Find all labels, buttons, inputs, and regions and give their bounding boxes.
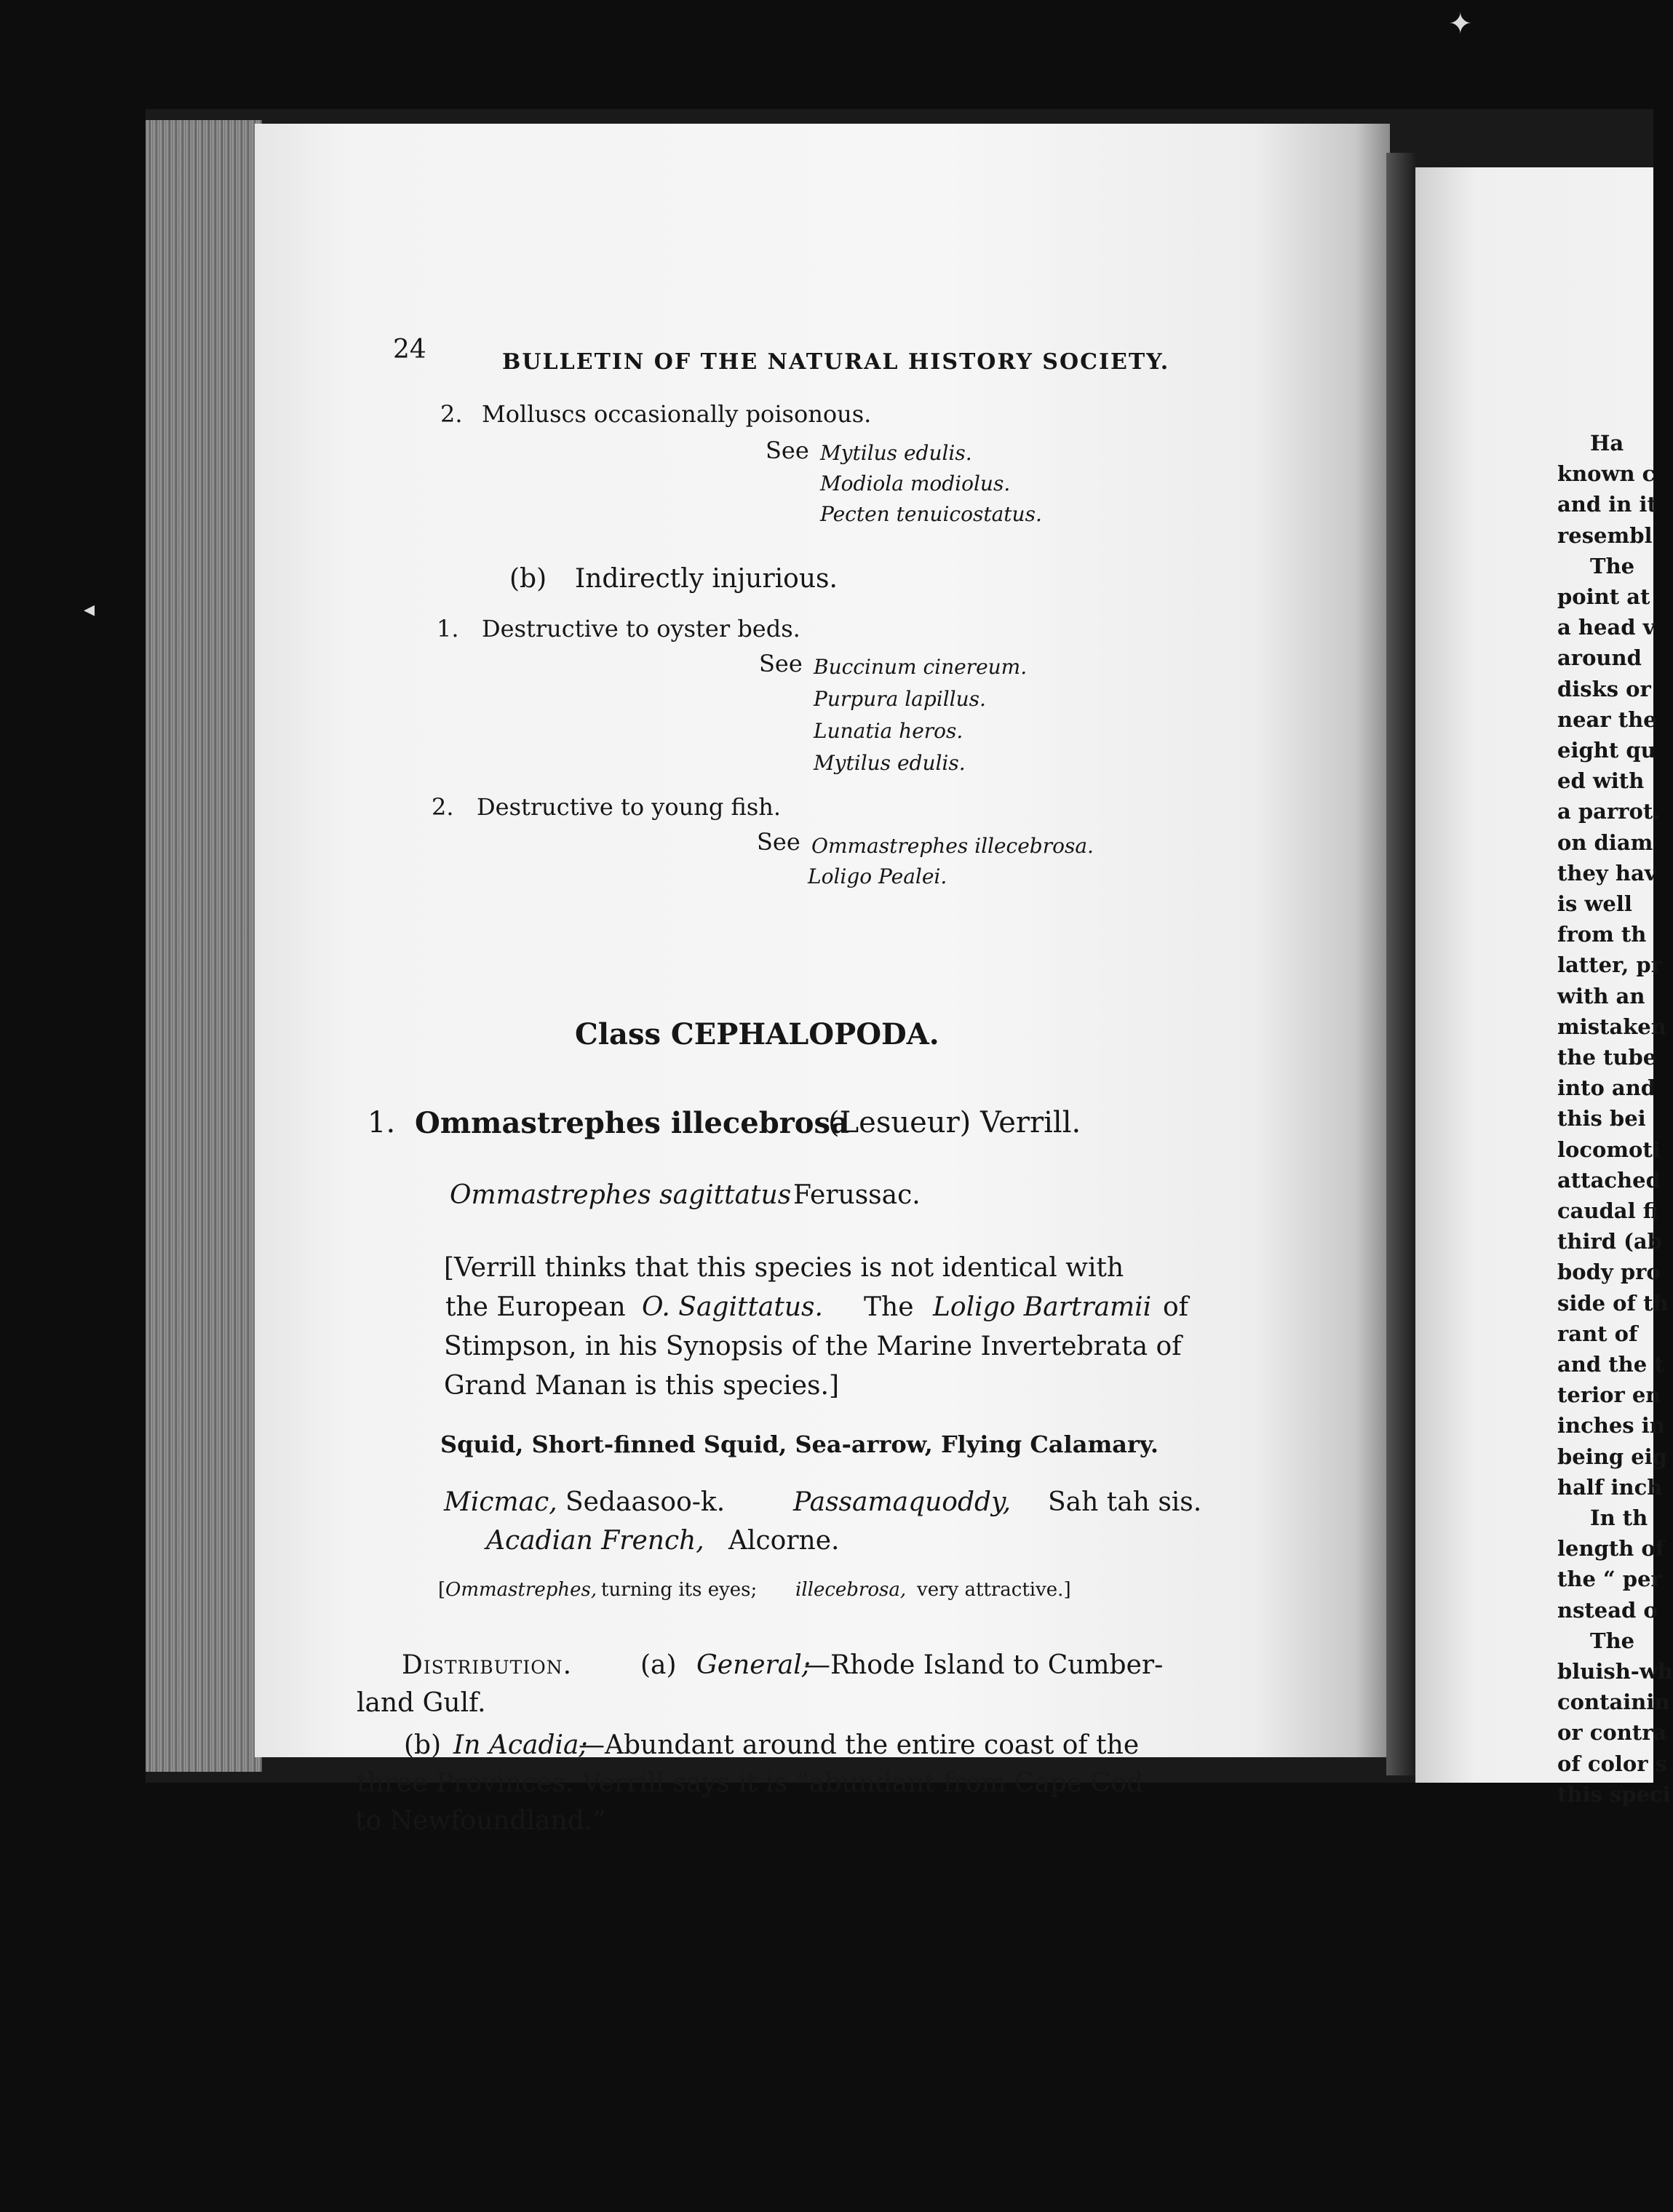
etymology-word: illecebrosa, (795, 1579, 907, 1601)
right-page-line: known c (1557, 461, 1656, 487)
species-ref: Buccinum cinereum. (814, 655, 1028, 679)
right-page-line: this speci (1557, 1781, 1671, 1807)
see-label: See (766, 437, 809, 464)
right-page-line: eight qu (1557, 738, 1656, 763)
list-number: 2. (432, 793, 454, 821)
species-ref: Modiola modiolus. (820, 472, 1011, 496)
species-ref: Purpura lapillus. (814, 687, 986, 711)
right-page-line: Ha (1590, 431, 1624, 455)
distribution-region: General; (696, 1650, 811, 1680)
note-line: Grand Manan is this species.] (444, 1371, 839, 1401)
note-line: Stimpson, in his Synopsis of the Marine Invertebrata of (444, 1332, 1182, 1361)
list-item-text: Destructive to oyster beds. (482, 615, 800, 642)
species-number: 1. (367, 1106, 396, 1139)
right-page-line: on diam (1557, 830, 1653, 855)
subsection-heading: Indirectly injurious. (575, 564, 838, 594)
right-page-line: caudal fi (1557, 1198, 1658, 1223)
language-label: Passamaquoddy, (793, 1487, 1012, 1517)
right-page-line: or contra (1557, 1720, 1667, 1746)
list-item-text: Molluscs occasionally poisonous. (482, 400, 872, 428)
book-gutter (1386, 153, 1415, 1775)
distribution-text: to Newfoundland.” (355, 1806, 606, 1836)
distribution-text: —Abundant around the entire coast of the (579, 1730, 1140, 1760)
vernacular-name: Alcorne. (728, 1526, 840, 1556)
right-page-line: a parrot. (1557, 799, 1661, 824)
running-head: BULLETIN OF THE NATURAL HISTORY SOCIETY. (502, 349, 1170, 375)
right-page (1415, 167, 1673, 1807)
right-page-line: ed with (1557, 768, 1645, 794)
common-names: Squid, Short-finned Squid, Sea-arrow, Flying Calamary. (440, 1431, 1159, 1458)
right-page-line: with an (1557, 983, 1645, 1008)
distribution-region: In Acadia; (453, 1730, 588, 1760)
list-number: 2. (440, 400, 463, 428)
right-page-line: point at (1557, 584, 1650, 609)
note-line: [Verrill thinks that this species is not identical with (444, 1253, 1124, 1283)
synonym-author: Ferussac. (793, 1180, 921, 1210)
distribution-text: land Gulf. (357, 1688, 486, 1718)
film-scratch: ◂ (84, 597, 95, 622)
film-scratch: ✦ (1448, 7, 1473, 41)
distribution-label-b: (b) (404, 1730, 442, 1760)
right-page-line: containin (1557, 1690, 1670, 1715)
synonym-name: Ommastrephes sagittatus (450, 1180, 792, 1210)
note-line: Loligo Bartramii (933, 1292, 1152, 1322)
right-page-line: attached (1557, 1167, 1661, 1193)
language-label: Micmac, (444, 1487, 557, 1517)
right-page-line: a head v (1557, 615, 1656, 640)
see-label: See (759, 650, 803, 677)
page-number: 24 (393, 335, 426, 365)
species-ref: Lunatia heros. (814, 719, 963, 743)
species-name: Ommastrephes illecebrosa (415, 1106, 849, 1140)
etymology-text: turning its eyes; (601, 1579, 758, 1601)
species-ref: Pecten tenuicostatus. (820, 502, 1042, 526)
right-page-line: and in it (1557, 492, 1657, 517)
note-line: O. Sagittatus. (642, 1292, 823, 1322)
right-page-line: they hav (1557, 860, 1657, 886)
right-page-line: body pro (1557, 1260, 1661, 1285)
right-page-line: length of (1557, 1536, 1665, 1561)
list-item-text: Destructive to young fish. (477, 793, 782, 821)
right-page-line: side of th (1557, 1290, 1669, 1316)
vernacular-name: Sah tah sis. (1048, 1487, 1202, 1517)
right-page-line: inches in (1557, 1413, 1665, 1439)
vernacular-name: Sedaasoo-k. (565, 1487, 726, 1517)
right-page-line: In th (1590, 1505, 1648, 1530)
species-authority: (Lesueur) Verrill. (828, 1106, 1081, 1139)
right-page-line: half inch (1557, 1474, 1663, 1500)
right-page-line: the tube (1557, 1045, 1657, 1070)
right-page-line: third (ab (1557, 1229, 1662, 1254)
etymology-text: very attractive.] (917, 1579, 1071, 1601)
right-page-line: The (1590, 553, 1635, 578)
right-page-line: is well (1557, 891, 1632, 916)
species-ref: Mytilus edulis. (820, 441, 972, 465)
right-page-line: the “ per (1557, 1567, 1662, 1592)
right-page-line: near the (1557, 707, 1657, 732)
right-page-line: and the t (1557, 1352, 1664, 1377)
note-line: The (864, 1292, 914, 1322)
right-page-line: of color s (1557, 1751, 1667, 1776)
see-label: See (757, 828, 800, 856)
right-page-line: resembl (1557, 522, 1653, 548)
species-ref: Loligo Pealei. (808, 864, 947, 888)
right-page-line: into and (1557, 1075, 1656, 1101)
list-number: 1. (437, 615, 459, 642)
species-ref: Ommastrephes illecebrosa. (811, 834, 1094, 858)
right-page-line: nstead o (1557, 1597, 1658, 1623)
right-page-line: latter, pr (1557, 952, 1662, 978)
right-page-line: this bei (1557, 1106, 1646, 1131)
right-page-line: terior en (1557, 1382, 1661, 1408)
class-heading: Class CEPHALOPODA. (575, 1017, 939, 1051)
right-page-line: bluish-wh (1557, 1659, 1673, 1684)
right-page-line: locomoti (1557, 1137, 1661, 1162)
etymology-bracket: [ (438, 1579, 446, 1601)
right-page-line: mistaken (1557, 1014, 1666, 1039)
subsection-label: (b) (509, 564, 547, 594)
right-page-line: from th (1557, 922, 1647, 947)
language-label: Acadian French, (486, 1526, 704, 1556)
distribution-text: three Provinces. Verrill says it is “abundant from Cape Cod (357, 1768, 1144, 1798)
distribution-text: —Rhode Island to Cumber- (804, 1650, 1164, 1680)
right-page-line: disks or (1557, 676, 1651, 701)
distribution-label-a: (a) (640, 1650, 677, 1680)
species-ref: Mytilus edulis. (814, 751, 966, 775)
right-page-line: The (1590, 1628, 1635, 1653)
right-page-line: rant of (1557, 1321, 1638, 1346)
note-line: the European (445, 1292, 626, 1322)
etymology-word: Ommastrephes, (445, 1579, 597, 1601)
right-page-line: being eig (1557, 1444, 1667, 1469)
page-stack-edge (146, 120, 262, 1772)
note-line: of (1163, 1292, 1188, 1322)
distribution-label: Distribution. (402, 1650, 573, 1680)
right-page-line: around (1557, 645, 1642, 671)
